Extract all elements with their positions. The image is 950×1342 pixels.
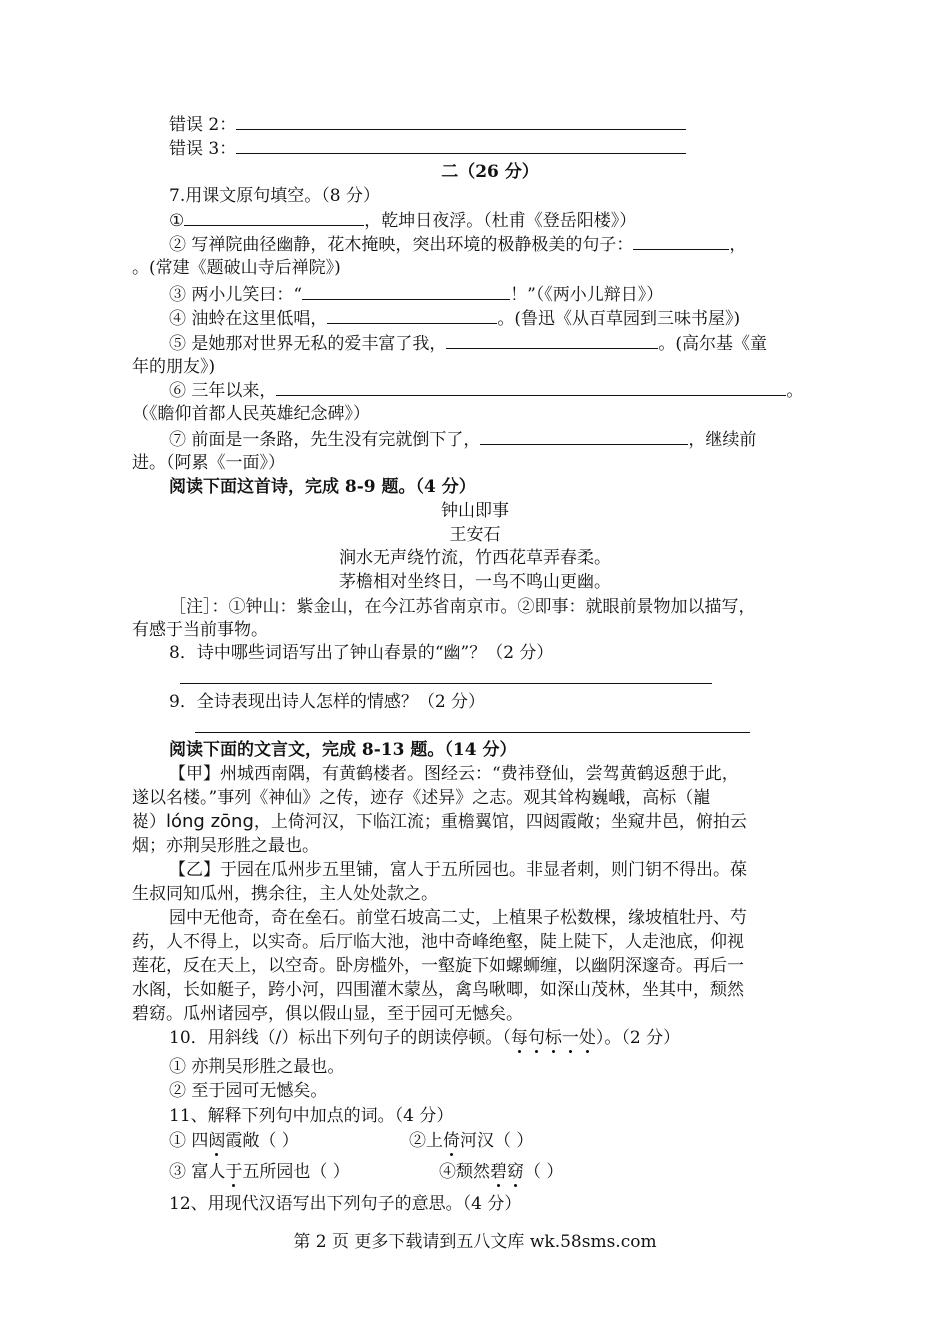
q7-item-1: ① ，乾坤日夜浮。（杜甫《登岳阳楼》）: [0, 208, 950, 232]
poem-note-a: ［注］：①钟山：紫金山，在今江苏省南京市。②即事：就眼前景物加以描写，: [169, 597, 756, 617]
q7-item-2: ② 写禅院曲径幽静，花木掩映，突出环境的极静极美的句子： ，: [0, 232, 950, 256]
q7-item-6: ⑥ 三年以来， 。: [0, 378, 950, 402]
yi-line-5: 莲花，反在天上，以空奇。卧房槛外，一壑旋下如螺蛳缠，以幽阴深邃奇。再后一: [132, 956, 744, 976]
yi-line-1: 【乙】于园在瓜州步五里铺，富人于五所园也。非显者刺，则门钥不得出。葆: [169, 860, 747, 880]
yi-line-3: 园中无他奇，奇在垒石。前堂石坡高二丈，上植果子松数棵，缘坡植牡丹、芍: [169, 908, 747, 928]
q9-title: 9．全诗表现出诗人怎样的情感？（2 分）: [169, 692, 486, 712]
q7-blank-6[interactable]: [276, 378, 786, 396]
q10-sentence-1: ① 亦荆吴形胜之最也。: [169, 1057, 345, 1077]
q11-item-c: ③ 富人于五所园也（ ）: [169, 1162, 350, 1182]
q7-blank-1[interactable]: [184, 208, 364, 226]
q11-row-2: [0, 1160, 950, 1184]
yi-line-6: 水阁，长如艇子，跨小河，四围灌木蒙丛，禽鸟啾唧，如深山茂林，坐其中，颓然: [132, 980, 744, 1000]
section-2-title: 二（26 分）: [441, 162, 539, 182]
yi-line-7: 碧窈。瓜州诸园亭，俱以假山显，至于园可无憾矣。: [132, 1004, 523, 1024]
error-2-label: 错误 2：: [169, 115, 237, 135]
q7-title: 7.用课文原句填空。（8 分）: [169, 186, 380, 206]
q7-item-3: ③ 两小儿笑曰：“ ！”（《两小儿辩日》）: [0, 282, 950, 306]
poem-line-2: 茅檐相对坐终日，一鸟不鸣山更幽。: [339, 572, 611, 592]
poem-note-b: 有感于当前事物。: [132, 620, 268, 640]
q11-item-d: ④颓然碧窈（ ）: [439, 1162, 564, 1182]
q7-item-2-source: 。(常建《题破山寺后禅院》): [132, 258, 341, 278]
poem-author: 王安石: [449, 525, 501, 545]
pinyin-annotation: lóng zōng: [166, 811, 254, 832]
jia-line-2: 遂以名楼。”事列《神仙》之传，迹存《述异》之志。观其耸构巍峨，高标（巃: [132, 788, 711, 808]
q7-blank-4[interactable]: [327, 306, 497, 324]
poem-line-1: 涧水无声绕竹流，竹西花草弄春柔。: [339, 548, 611, 568]
q11-item-a: ① 四闼霞敞（ ）: [169, 1131, 299, 1151]
page-footer: 第 2 页 更多下载请到五八文库 wk.58sms.com: [293, 1232, 657, 1252]
jia-line-4: 烟；亦荆吴形胜之最也。: [132, 836, 319, 856]
q8-title: 8．诗中哪些词语写出了钟山春景的“幽”？（2 分）: [169, 643, 554, 663]
q7-item-6-source: （《瞻仰首都人民英雄纪念碑》）: [132, 404, 370, 424]
jia-line-1: 【甲】州城西南隅，有黄鹤楼者。图经云：“费祎登仙，尝驾黄鹤返憩于此，: [169, 764, 739, 784]
q9-answer-line[interactable]: [195, 732, 750, 733]
q7-item-5-source: 年的朋友》): [132, 357, 216, 377]
q7-blank-3[interactable]: [302, 282, 510, 300]
q7-blank-5[interactable]: [446, 331, 658, 349]
q7-item-7-source: 进。（阿累《一面》）: [132, 453, 285, 473]
q10-sentence-2: ② 至于园可无憾矣。: [169, 1081, 328, 1101]
q11-row-1: [0, 1129, 950, 1153]
q8-answer-line[interactable]: [180, 683, 712, 684]
error-3-blank[interactable]: [236, 136, 686, 154]
yi-line-2: 生叔同知瓜州，携余往，主人处处款之。: [132, 884, 438, 904]
q11-item-b: ②上倚河汉（ ）: [409, 1131, 534, 1151]
q7-item-4: ④ 油蛉在这里低唱， 。(鲁迅《从百草园到三味书屋》): [0, 306, 950, 330]
q7-item-5: ⑤ 是她那对世界无私的爱丰富了我， 。(高尔基《童: [0, 331, 950, 355]
q10-title: 10．用斜线（/）标出下列句子的朗读停顿。（每句标一处）。（2 分）: [169, 1028, 681, 1048]
jia-line-3: 嵸）lóng zōng，上倚河汉，下临江流；重檐翼馆，四闼霞敞；坐窥井邑，俯拍云: [132, 811, 747, 832]
q7-item-7: ⑦ 前面是一条路，先生没有完就倒下了， ，继续前: [0, 427, 950, 451]
q12-title: 12、用现代汉语写出下列句子的意思。（4 分）: [169, 1194, 522, 1214]
error-3-line: [0, 136, 950, 160]
error-2-blank[interactable]: [236, 112, 686, 130]
error-2-line: [0, 112, 950, 136]
classical-intro: 阅读下面的文言文，完成 8-13 题。（14 分）: [169, 740, 517, 760]
error-3-label: 错误 3：: [169, 139, 237, 159]
q11-title: 11、解释下列句中加点的词。（4 分）: [169, 1106, 454, 1126]
q7-blank-2[interactable]: [633, 232, 729, 250]
poem-intro: 阅读下面这首诗，完成 8-9 题。（4 分）: [169, 477, 476, 497]
yi-line-4: 药，人不得上，以实奇。后厅临大池，池中奇峰绝壑，陡上陡下，人走池底，仰视: [132, 932, 744, 952]
q7-blank-7[interactable]: [480, 427, 688, 445]
poem-title: 钟山即事: [441, 501, 509, 521]
